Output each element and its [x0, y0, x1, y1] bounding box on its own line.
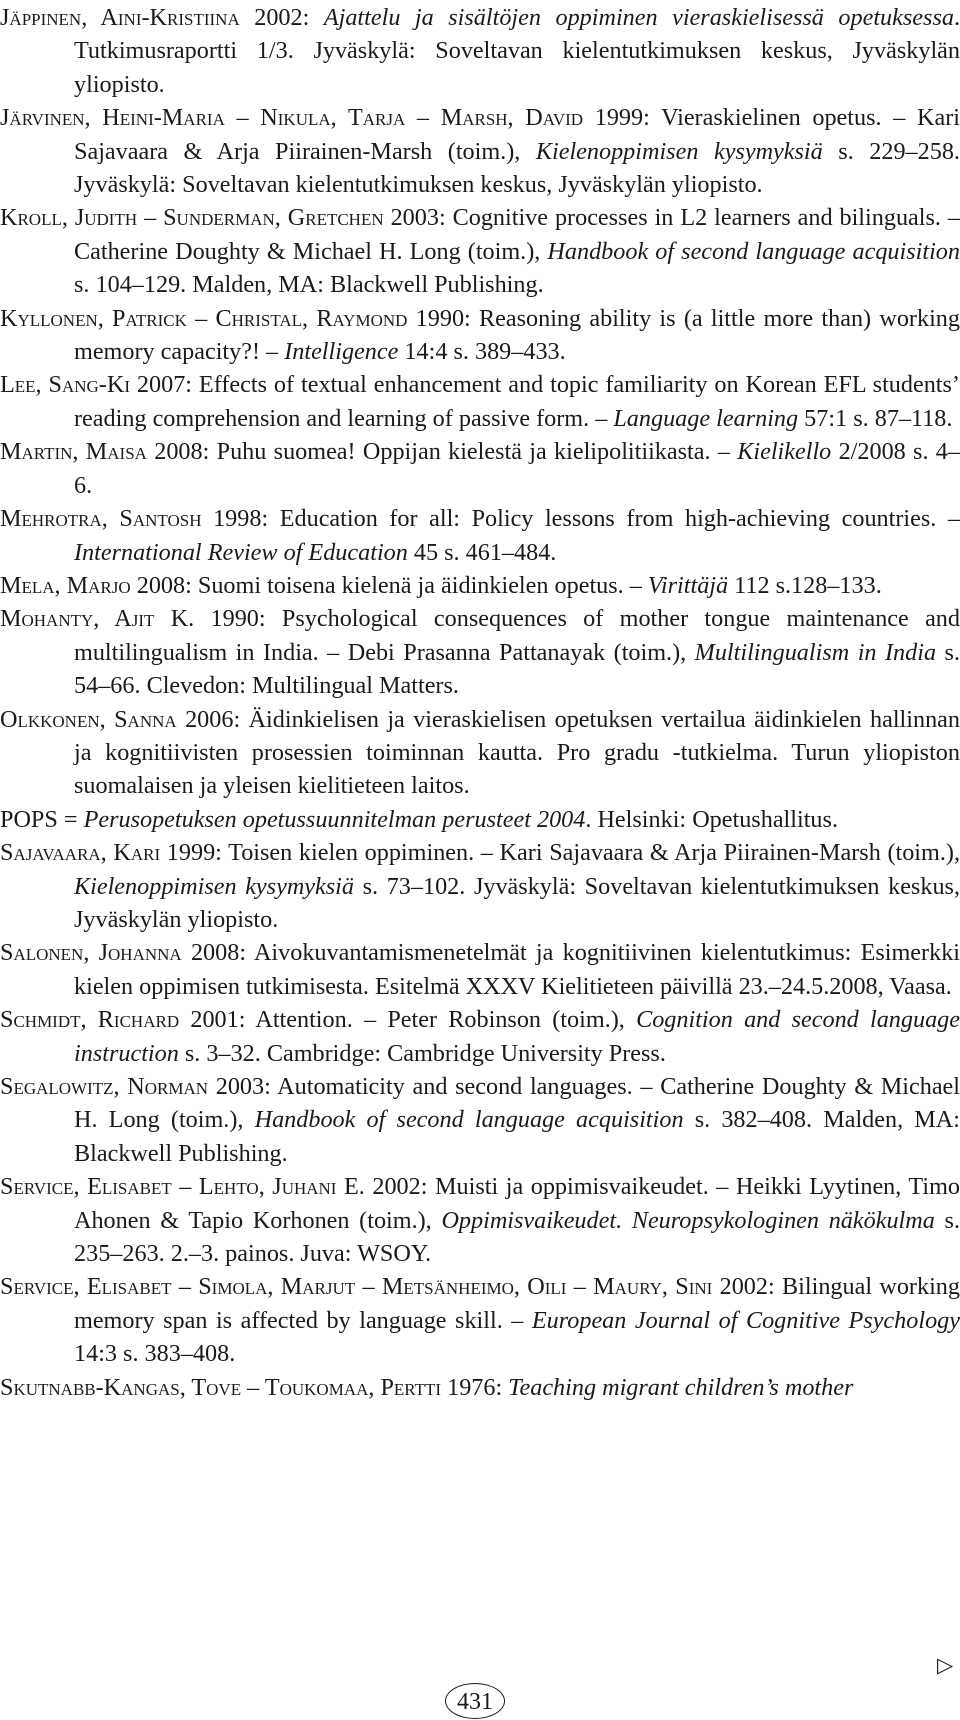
reference-text: s. 235–263. 2.–3. painos. Juva: WSOY.: [74, 1207, 960, 1267]
reference-title: Intelligence: [284, 338, 398, 365]
reference-entry: [0, 302, 960, 369]
reference-author: Mohanty, Ajit K.: [0, 605, 194, 632]
reference-text: 2006: Äidinkielisen ja vieraskielisen opetuksen vertailua äidinkielen hallinnan ja kognitiivisten prosessien toiminnan kautta. Pro gradu -tutkielma. Turun yliopiston suomalaisen ja yleisen kielitieteen laitos.: [74, 706, 960, 800]
reference-entry: [0, 803, 960, 836]
reference-entry: [0, 1, 960, 101]
reference-text: 2008: Puhu suomea! Oppijan kielestä ja kielipolitiikasta. –: [147, 438, 737, 465]
reference-text: . Tutkimusraportti 1/3. Jyväskylä: Soveltavan kielentutkimuksen keskus, Jyväskylän yliopisto.: [74, 4, 960, 98]
reference-author: Martin, Maisa: [0, 438, 147, 465]
reference-list: [0, 1, 960, 1404]
reference-text: s. 229–258. Jyväskylä: Soveltavan kielentutkimuksen keskus, Jyväskylän yliopisto.: [74, 138, 960, 198]
reference-author: Olkkonen, Sanna: [0, 706, 177, 733]
reference-entry: [0, 201, 960, 301]
reference-text: s. 382–408. Malden, MA: Blackwell Publishing.: [74, 1106, 960, 1166]
reference-entry: [0, 1070, 960, 1170]
reference-title: International Review of Education: [74, 539, 408, 566]
reference-title: Oppimisvaikeudet. Neuropsykologinen näkökulma: [441, 1207, 934, 1234]
reference-author: Mehrotra, Santosh: [0, 505, 202, 532]
reference-text: 112 s.128–133.: [728, 572, 882, 599]
reference-text: 1999: Vieraskielinen opetus. – Kari Sajavaara & Arja Piirainen-Marsh (toim.),: [74, 104, 960, 164]
reference-author: Sajavaara, Kari: [0, 839, 160, 866]
reference-text: 14:4 s. 389–433.: [398, 338, 565, 365]
reference-text: 1999: Toisen kielen oppiminen. – Kari Sajavaara & Arja Piirainen-Marsh (toim.),: [160, 839, 960, 866]
reference-author: Mela, Marjo: [0, 572, 131, 599]
reference-entry: [0, 502, 960, 569]
reference-text: 2002:: [240, 4, 324, 31]
reference-title: Kielikello: [737, 438, 831, 465]
reference-text: s. 73–102. Jyväskylä: Soveltavan kielentutkimuksen keskus, Jyväskylän yliopisto.: [74, 873, 960, 933]
reference-author: Kyllonen, Patrick – Christal, Raymond: [0, 305, 407, 332]
reference-author: Service, Elisabet – Lehto, Juhani E.: [0, 1173, 365, 1200]
reference-text: 2002: Muisti ja oppimisvaikeudet. – Heikki Lyytinen, Timo Ahonen & Tapio Korhonen (toim.),: [74, 1173, 960, 1233]
reference-title: Handbook of second language acquisition: [255, 1106, 684, 1133]
reference-title: Language learning: [613, 405, 798, 432]
reference-author: Segalowitz, Norman: [0, 1073, 208, 1100]
reference-author: Lee, Sang-Ki: [0, 371, 130, 398]
reference-author: Kroll, Judith – Sunderman, Gretchen: [0, 204, 384, 231]
reference-text: POPS =: [0, 806, 84, 833]
reference-text: 1976:: [441, 1374, 508, 1401]
reference-text: 2001: Attention. – Peter Robinson (toim.),: [179, 1006, 636, 1033]
reference-entry: [0, 569, 960, 602]
reference-entry: [0, 1003, 960, 1070]
reference-entry: [0, 602, 960, 702]
reference-text: 1990: Psychological consequences of mother tongue maintenance and multilingualism in India. – Debi Prasanna Pattanayak (toim.),: [74, 605, 960, 665]
reference-entry: [0, 1371, 960, 1404]
reference-text: 2003: Cognitive processes in L2 learners and bilinguals. – Catherine Doughty & Michael H. Long (toim.),: [74, 204, 960, 264]
continuation-arrow-icon: ▷: [937, 1655, 953, 1676]
reference-author: Schmidt, Richard: [0, 1006, 179, 1033]
reference-entry: [0, 1270, 960, 1370]
reference-title: Kielenoppimisen kysymyksiä: [536, 138, 823, 165]
reference-text: 45 s. 461–484.: [408, 539, 557, 566]
reference-text: 2/2008 s. 4–6.: [74, 438, 960, 498]
reference-entry: [0, 836, 960, 936]
reference-title: European Journal of Cognitive Psychology: [532, 1307, 960, 1334]
reference-author: Jäppinen, Aini-Kristiina: [0, 4, 240, 31]
reference-entry: [0, 1170, 960, 1270]
reference-text: s. 3–32. Cambridge: Cambridge University Press.: [179, 1040, 666, 1067]
reference-text: 1998: Education for all: Policy lessons from high-achieving countries. –: [202, 505, 960, 532]
page-number: 431: [445, 1683, 505, 1719]
reference-text: s. 54–66. Clevedon: Multilingual Matters.: [74, 639, 960, 699]
reference-author: Järvinen, Heini-Maria – Nikula, Tarja – Marsh, David: [0, 104, 583, 131]
reference-title: Teaching migrant children’s mother: [508, 1374, 853, 1401]
reference-title: Perusopetuksen opetussuunnitelman perusteet 2004: [84, 806, 586, 833]
reference-text: 2007: Effects of textual enhancement and topic familiarity on Korean EFL students’ reading comprehension and learning of passive form. –: [74, 371, 960, 431]
reference-text: . Helsinki: Opetushallitus.: [585, 806, 838, 833]
reference-text: 2008: Aivokuvantamismenetelmät ja kognitiivinen kielentutkimus: Esimerkki kielen oppimisen tutkimisesta. Esitelmä XXXV Kielitieteen päivillä 23.–24.5.2008, Vaasa.: [74, 939, 960, 999]
reference-text: 2008: Suomi toisena kielenä ja äidinkielen opetus. –: [131, 572, 648, 599]
reference-title: Handbook of second language acquisition: [547, 238, 960, 265]
reference-author: Salonen, Johanna: [0, 939, 182, 966]
reference-title: Cognition and second language instruction: [74, 1006, 960, 1066]
reference-text: s. 104–129. Malden, MA: Blackwell Publishing.: [74, 271, 544, 298]
reference-title: Ajattelu ja sisältöjen oppiminen vieraskielisessä opetuksessa: [324, 4, 954, 31]
reference-entry: [0, 368, 960, 435]
reference-text: 57:1 s. 87–118.: [798, 405, 952, 432]
reference-author: Skutnabb-Kangas, Tove – Toukomaa, Pertti: [0, 1374, 441, 1401]
reference-entry: [0, 936, 960, 1003]
reference-text: 2002: Bilingual working memory span is affected by language skill. –: [74, 1273, 960, 1333]
reference-text: 1990: Reasoning ability is (a little more than) working memory capacity?! –: [74, 305, 960, 365]
reference-text: 2003: Automaticity and second languages. – Catherine Doughty & Michael H. Long (toim.),: [74, 1073, 960, 1133]
reference-entry: [0, 703, 960, 803]
reference-text: 14:3 s. 383–408.: [74, 1340, 235, 1367]
reference-entry: [0, 435, 960, 502]
reference-title: Kielenoppimisen kysymyksiä: [74, 873, 354, 900]
reference-title: Multilingualism in India: [695, 639, 936, 666]
reference-title: Virittäjä: [648, 572, 728, 599]
reference-author: Service, Elisabet – Simola, Marjut – Metsänheimo, Oili – Maury, Sini: [0, 1273, 712, 1300]
reference-entry: [0, 101, 960, 201]
